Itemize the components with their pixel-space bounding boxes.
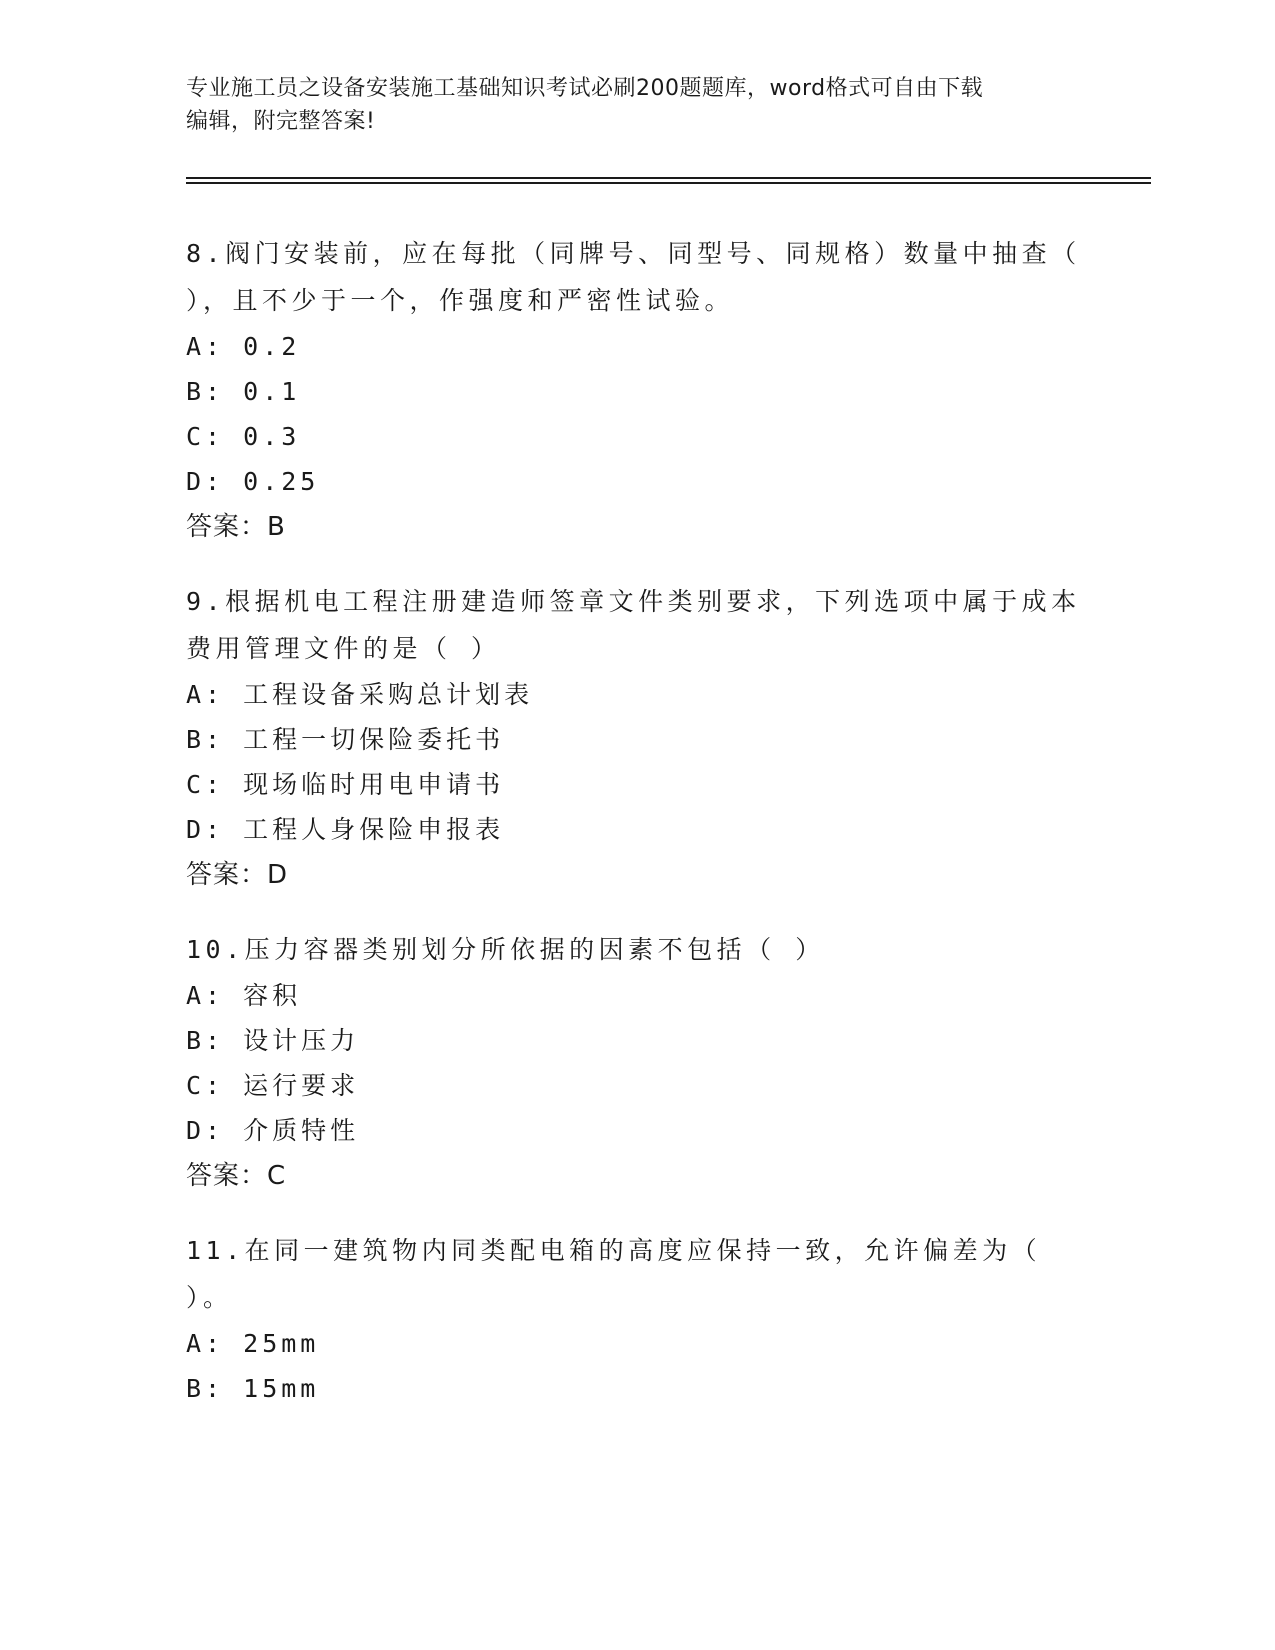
option-c: C: 运行要求 xyxy=(186,1071,360,1100)
header-title-line-1: 专业施工员之设备安装施工基础知识考试必刷200题题库，word格式可自由下载 xyxy=(186,76,984,101)
option-a: A: 容积 xyxy=(186,981,302,1010)
answer: 答案：C xyxy=(186,1161,287,1191)
question-10 xyxy=(186,926,1086,1199)
answer: 答案：D xyxy=(186,860,289,890)
document-header xyxy=(186,72,1086,138)
option-a: A: 工程设备采购总计划表 xyxy=(186,680,534,709)
option-b: B: 15mm xyxy=(186,1374,320,1403)
header-divider-top xyxy=(186,177,1151,179)
option-b: B: 设计压力 xyxy=(186,1026,360,1055)
option-b: B: 0.1 xyxy=(186,377,301,406)
option-b: B: 工程一切保险委托书 xyxy=(186,725,505,754)
question-text: 11.在同一建筑物内同类配电箱的高度应保持一致，允许偏差为（ ）。 xyxy=(186,1236,1042,1312)
option-a: A: 25mm xyxy=(186,1329,320,1358)
option-d: D: 介质特性 xyxy=(186,1116,360,1145)
option-d: D: 0.25 xyxy=(186,467,320,496)
question-8 xyxy=(186,230,1086,550)
option-a: A: 0.2 xyxy=(186,332,301,361)
question-9 xyxy=(186,578,1086,898)
option-c: C: 现场临时用电申请书 xyxy=(186,770,505,799)
header-divider-bottom xyxy=(186,182,1151,184)
question-11 xyxy=(186,1227,1086,1411)
answer: 答案：B xyxy=(186,512,286,542)
option-c: C: 0.3 xyxy=(186,422,301,451)
question-text: 8.阀门安装前，应在每批（同牌号、同型号、同规格）数量中抽查（ ），且不少于一个，作强度和严密性试验。 xyxy=(186,239,1081,315)
header-title-line-2: 编辑，附完整答案! xyxy=(186,109,376,134)
question-list xyxy=(186,230,1086,1439)
question-text: 10.压力容器类别划分所依据的因素不包括（ ） xyxy=(186,935,825,964)
question-text: 9.根据机电工程注册建造师签章文件类别要求，下列选项中属于成本费用管理文件的是（ ） xyxy=(186,587,1081,663)
option-d: D: 工程人身保险申报表 xyxy=(186,815,505,844)
